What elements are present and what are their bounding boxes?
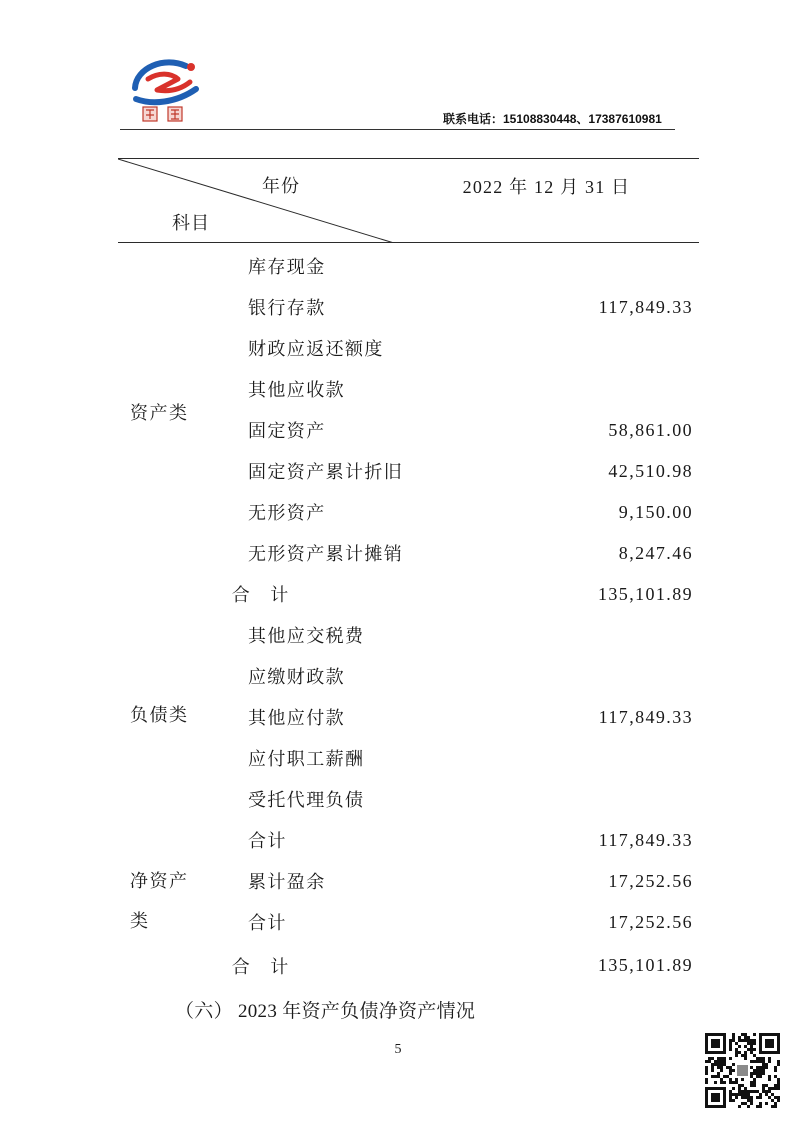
table-row: [118, 284, 699, 325]
value-cell: [410, 325, 699, 366]
year-column-label: 年份: [262, 176, 300, 196]
item-cell: [197, 284, 410, 325]
item-name: 其他应收款: [248, 380, 345, 400]
item-name: 固定资产: [248, 421, 326, 441]
item-name: 受托代理负债: [248, 790, 365, 810]
value-cell: [410, 366, 699, 407]
item-cell: [197, 448, 410, 489]
balance-sheet-table: [118, 158, 699, 986]
value-cell: [410, 653, 699, 694]
page-number: 5: [394, 1042, 402, 1057]
table-row: [118, 653, 699, 694]
item-value: 42,510.98: [608, 460, 693, 481]
item-value: 117,849.33: [598, 829, 693, 850]
diagonal-divider-line: [118, 159, 410, 243]
item-cell: [197, 325, 410, 366]
assets-total-label-cell: [118, 571, 410, 612]
table-row: [118, 530, 699, 571]
table-row: [118, 489, 699, 530]
item-value: 9,150.00: [618, 501, 693, 522]
table-header-row: [118, 159, 699, 243]
item-cell: [197, 366, 410, 407]
table-row: [118, 407, 699, 448]
value-cell: [410, 571, 699, 612]
item-cell: [197, 407, 410, 448]
qr-code: [705, 1033, 780, 1108]
total-label: 合 计: [231, 585, 289, 605]
table-row: [118, 776, 699, 817]
item-value: 58,861.00: [608, 419, 693, 440]
value-cell: [410, 448, 699, 489]
value-cell: [410, 612, 699, 653]
item-cell: [197, 530, 410, 571]
item-cell: [197, 858, 410, 899]
item-value: 117,849.33: [598, 706, 693, 727]
item-name: 财政应返还额度: [248, 339, 384, 359]
category-net-assets: [118, 858, 197, 940]
value-cell: [410, 735, 699, 776]
item-name: 银行存款: [248, 298, 326, 318]
value-cell: [410, 694, 699, 735]
item-name: 无形资产: [248, 503, 326, 523]
company-logo: [126, 52, 206, 128]
item-name: 其他应付款: [248, 708, 345, 728]
category-label: 负债类: [130, 704, 189, 725]
value-cell: [410, 817, 699, 858]
item-name: 固定资产累计折旧: [248, 462, 404, 482]
item-cell: [197, 243, 410, 284]
item-name: 应缴财政款: [248, 667, 345, 687]
item-name: 库存现金: [248, 257, 326, 278]
value-cell: [410, 530, 699, 571]
item-name: 合计: [248, 831, 287, 851]
date-header: 2022 年 12 月 31 日: [462, 177, 631, 197]
category-assets: [118, 243, 197, 571]
table-row: [118, 448, 699, 489]
item-cell: [197, 899, 410, 940]
item-name: 其他应交税费: [248, 626, 365, 646]
assets-total-row: [118, 571, 699, 612]
total-value: 135,101.89: [598, 955, 693, 975]
item-cell: [197, 489, 410, 530]
item-cell: [197, 776, 410, 817]
table-row: [118, 243, 699, 284]
item-name: 累计盈余: [248, 872, 326, 892]
table-row: [118, 694, 699, 735]
grand-total-label-cell: [118, 940, 410, 986]
item-name: 应付职工薪酬: [248, 749, 365, 769]
value-cell: [410, 776, 699, 817]
value-cell: [410, 243, 699, 284]
table-row: [118, 325, 699, 366]
table-row: [118, 899, 699, 940]
grand-total-row: [118, 940, 699, 986]
value-cell: [410, 284, 699, 325]
category-label: 净资产类: [130, 870, 189, 931]
item-value: 17,252.56: [608, 911, 693, 932]
item-value: 117,849.33: [598, 296, 693, 317]
category-liabilities: [118, 612, 197, 858]
table-row: [118, 858, 699, 899]
header-rule: [120, 129, 675, 130]
table-row: [118, 735, 699, 776]
total-label: 合 计: [231, 956, 289, 977]
value-cell: [410, 407, 699, 448]
diagonal-header-cell: [118, 159, 410, 243]
value-cell: [410, 940, 699, 986]
item-cell: [197, 612, 410, 653]
table-row: [118, 817, 699, 858]
total-value: 135,101.89: [598, 583, 693, 604]
section-heading: （六） 2023 年资产负债净资产情况: [175, 1001, 476, 1022]
table-row: [118, 366, 699, 407]
item-cell: [197, 694, 410, 735]
item-name: 无形资产累计摊销: [248, 544, 404, 564]
category-label: 资产类: [130, 402, 189, 423]
value-cell: [410, 489, 699, 530]
table-row: [118, 612, 699, 653]
value-cell: [410, 899, 699, 940]
value-cell: [410, 858, 699, 899]
item-value: 8,247.46: [618, 542, 693, 563]
item-name: 合计: [248, 913, 287, 933]
item-value: 17,252.56: [608, 870, 693, 891]
item-cell: [197, 653, 410, 694]
subject-row-label: 科目: [172, 213, 210, 233]
item-cell: [197, 817, 410, 858]
contact-phone: 联系电话：15108830448、17387610981: [443, 112, 662, 126]
date-header-cell: [410, 159, 699, 243]
item-cell: [197, 735, 410, 776]
